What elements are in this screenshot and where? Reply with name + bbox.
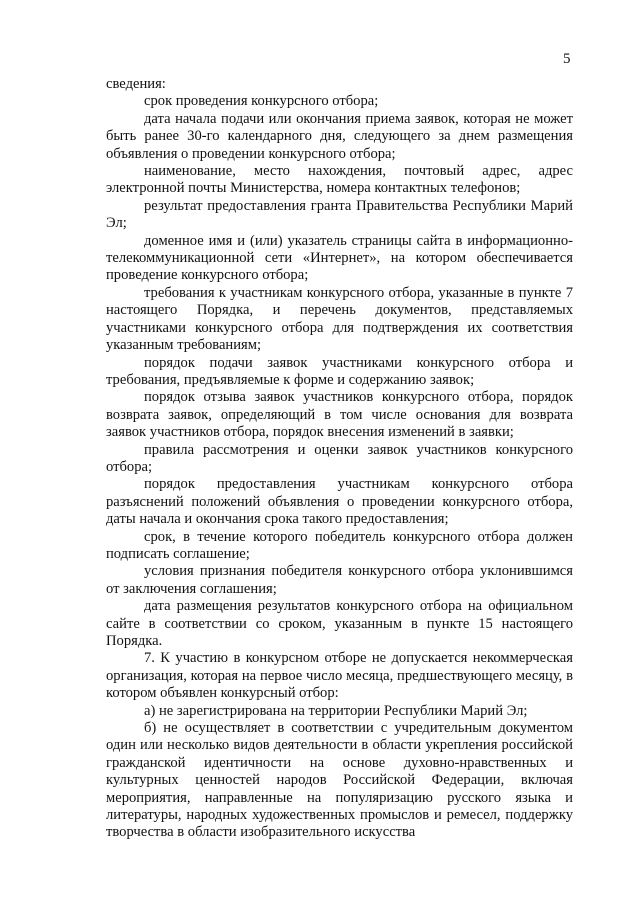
paragraph: а) не зарегистрирована на территории Республики Марий Эл; [144, 702, 528, 719]
paragraph: срок, в течение которого победитель конкурсного отбора должен подписать соглашение; [106, 528, 573, 562]
paragraph: результат предоставления гранта Правительства Республики Марий Эл; [106, 197, 573, 232]
paragraph: дата начала подачи или окончания приема заявок, которая не может быть ранее 30-го календарного дня, следующего за днем размещения объявления о проведении конкурсного отбора; [106, 110, 573, 162]
paragraph: б) не осуществляет в соответствии с учредительным документом один или несколько видов деятельности в области укрепления российской гражданской идентичности на основе духовно-нравственных и культурных ценностей народов Российской Федерации, включая мероприятия, направленные на популяризацию русского языка и литературы, народных художественных промыслов и ремесел, поддержку творчества в области изобразительного искусства [106, 720, 573, 841]
paragraph: порядок подачи заявок участниками конкурсного отбора и требования, предъявляемые к форме и содержанию заявок; [106, 354, 573, 388]
paragraph: порядок предоставления участникам конкурсного отбора разъяснений положений объявления о проведении конкурсного отбора, даты начала и окончания срока такого предоставления; [106, 476, 573, 528]
paragraph: доменное имя и (или) указатель страницы сайта в информационно-телекоммуникационной сети «Интернет», на котором обеспечивается проведение конкурсного отбора; [106, 232, 573, 284]
paragraph: наименование, место нахождения, почтовый адрес, адрес электронной почты Министерства, номера контактных телефонов; [106, 163, 573, 197]
paragraph: условия признания победителя конкурсного отбора уклонившимся от заключения соглашения; [106, 563, 573, 597]
paragraph: сведения: [106, 76, 166, 92]
paragraph: дата размещения результатов конкурсного отбора на официальном сайте в соответствии со сроком, указанным в пункте 15 настоящего Порядка. [106, 598, 573, 649]
paragraph: правила рассмотрения и оценки заявок участников конкурсного отбора; [106, 441, 573, 475]
document-body [106, 76, 573, 842]
paragraph: порядок отзыва заявок участников конкурсного отбора, порядок возврата заявок, определяющий в том числе основания для возврата заявок участников отбора, порядок внесения изменений в заявки; [106, 389, 573, 441]
paragraph: требования к участникам конкурсного отбора, указанные в пункте 7 настоящего Порядка, и перечень документов, представляемых участниками конкурсного отбора для подтверждения их соответствия указанным требованиям; [106, 284, 573, 354]
page-number: 5 [563, 51, 571, 67]
paragraph: 7. К участию в конкурсном отборе не допускается некоммерческая организация, которая на первое число месяца, предшествующего месяцу, в котором объявлен конкурсный отбор: [106, 650, 573, 702]
paragraph: срок проведения конкурсного отбора; [144, 93, 379, 110]
